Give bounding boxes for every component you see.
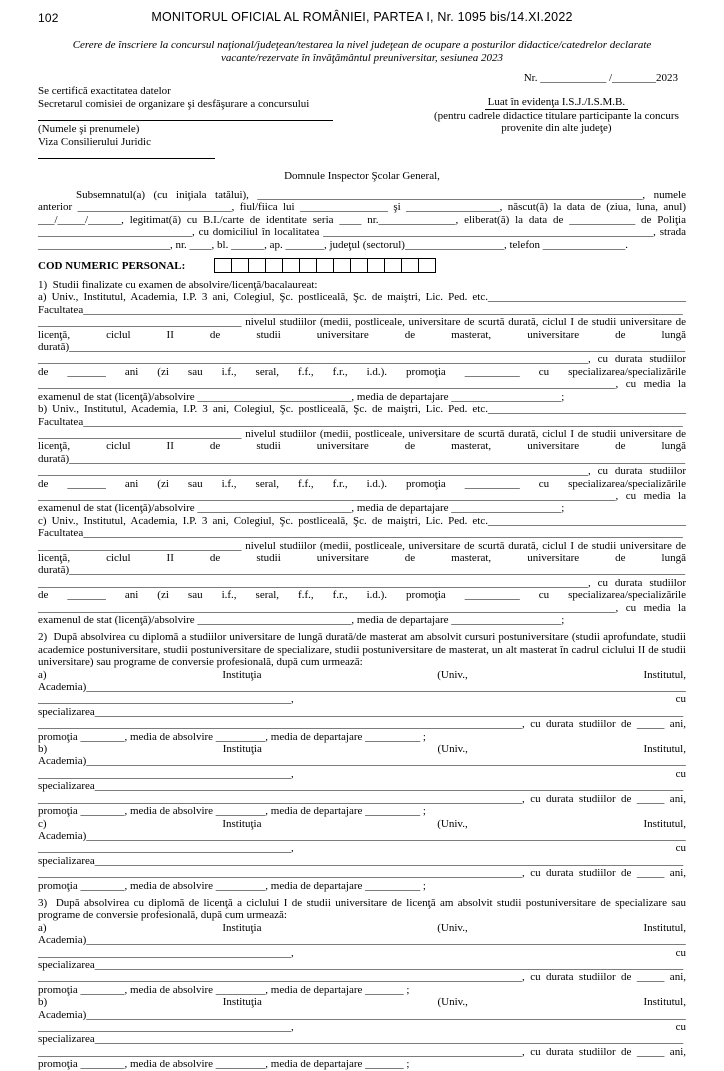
legal-visa-label: Viza Consilierului Juridic: [38, 135, 151, 148]
certification-block: [38, 85, 343, 161]
certification-line1: Se certifică exactitatea datelor: [38, 85, 171, 97]
name-caption: (Numele şi prenumele): [38, 123, 140, 135]
cnp-digit-box: [248, 258, 266, 273]
registry-title: Luat în evidenţa I.S.J./I.S.M.B.: [485, 96, 629, 110]
cnp-digit-box: [384, 258, 402, 273]
cnp-digit-box: [401, 258, 419, 273]
legal-visa-signature-line: [38, 148, 215, 159]
section2-item-b: b) Instituţia (Univ., Institutul, Academia)___________________________________________________________________________________________________________________________________________________________, cu specializarea___________________________________________________________________________________________________________________________________________________________________________________________________, cu durata studiilor de _____ ani, promoţia ________, media de absolvire _________, media de departajare __________ ;: [38, 743, 686, 818]
cnp-digit-boxes: [215, 258, 436, 273]
section1-heading: 1) Studii finalizate cu examen de absolvire/licenţă/bacalaureat:: [38, 279, 318, 292]
cnp-digit-box: [367, 258, 385, 273]
section1-item-c: c) Univ., Institutul, Academia, I.P. 3 ani, Colegiul, Şc. postliceală, Şc. de maiştri, Lic. Ped. etc.____________________________________ Facultatea__________________________________________________________________________________________________________________________________________________ nivelul studiilor (medii, postliceale, universitare de scurtă durată, ciclul I de studii universitare de licenţă, ciclul II de studii universitare de masterat, universitare de lungă durată)____________________________________________________________________________________________________________________________________________________________________________________________________________________, cu durata studiilor de _______ ani (zi sau i.f., seral, f.f., f.r., i.d.). promoţia __________ cu specializarea/specializările _________________________________________________________________________________________________________, cu media la examenul de stat (licenţă)/absolvire ____________________________, media de departajare ____________________;: [38, 514, 686, 626]
section3-heading: 3) După absolvirea cu diplomă de licenţă a ciclului I de studii universitare de licenţă am absolvit studii postuniversitare de specializare sau programe de conversie profesională, după cum urmează:: [38, 896, 686, 922]
section1-item-a: a) Univ., Institutul, Academia, I.P. 3 ani, Colegiul, Şc. postliceală, Şc. de maiştri, Lic. Ped. etc.____________________________________ Facultatea__________________________________________________________________________________________________________________________________________________ nivelul studiilor (medii, postliceale, universitare de scurtă durată, ciclul I de studii universitare de licenţă, ciclul II de studii universitare de masterat, universitare de lungă durată)____________________________________________________________________________________________________________________________________________________________________________________________________________________, cu durata studiilor de _______ ani (zi sau i.f., seral, f.f., f.r., i.d.). promoţia __________ cu specializarea/specializările _________________________________________________________________________________________________________, cu media la examenul de stat (licenţă)/absolvire ____________________________, media de departajare ____________________;: [38, 291, 686, 403]
registry-block: [427, 85, 686, 161]
page-number: 102: [38, 11, 59, 25]
section2-item-a: a) Instituţia (Univ., Institutul, Academia)___________________________________________________________________________________________________________________________________________________________, cu specializarea___________________________________________________________________________________________________________________________________________________________________________________________________, cu durata studiilor de _____ ani, promoţia ________, media de absolvire _________, media de departajare __________ ;: [38, 668, 686, 743]
cnp-digit-box: [265, 258, 283, 273]
registry-note-line2: provenite din alte judeţe): [501, 122, 612, 134]
cnp-row: [38, 258, 686, 273]
section3-item-a: a) Instituţia (Univ., Institutul, Academia)___________________________________________________________________________________________________________________________________________________________, cu specializarea___________________________________________________________________________________________________________________________________________________________________________________________________, cu durata studiilor de _____ ani, promoţia ________, media de absolvire _________, media de departajare _______ ;: [38, 921, 686, 996]
cnp-digit-box: [214, 258, 232, 273]
cnp-digit-box: [350, 258, 368, 273]
cnp-digit-box: [333, 258, 351, 273]
cnp-digit-box: [316, 258, 334, 273]
gazette-title: MONITORUL OFICIAL AL ROMÂNIEI, PARTEA I, Nr. 1095 bis/14.XI.2022: [151, 10, 573, 24]
section3-item-b: b) Instituţia (Univ., Institutul, Academia)___________________________________________________________________________________________________________________________________________________________, cu specializarea___________________________________________________________________________________________________________________________________________________________________________________________________, cu durata studiilor de _____ ani, promoţia ________, media de absolvire _________, media de departajare _______ ;: [38, 996, 686, 1071]
cnp-digit-box: [231, 258, 249, 273]
certification-line2: Secretarul comisiei de organizare şi desfăşurare a concursului: [38, 97, 310, 110]
salutation: Domnule Inspector Şcolar General,: [284, 170, 440, 182]
certification-row: [38, 85, 686, 161]
cnp-digit-box: [282, 258, 300, 273]
section1-item-b: b) Univ., Institutul, Academia, I.P. 3 ani, Colegiul, Şc. postliceală, Şc. de maiştri, Lic. Ped. etc.____________________________________ Facultatea__________________________________________________________________________________________________________________________________________________ nivelul studiilor (medii, postliceale, universitare de scurtă durată, ciclul I de studii universitare de licenţă, ciclul II de studii universitare de masterat, universitare de lungă durată)____________________________________________________________________________________________________________________________________________________________________________________________________________________, cu durata studiilor de _______ ani (zi sau i.f., seral, f.f., f.r., i.d.). promoţia __________ cu specializarea/specializările _________________________________________________________________________________________________________, cu media la examenul de stat (licenţă)/absolvire ____________________________, media de departajare ____________________;: [38, 403, 686, 515]
cnp-digit-box: [299, 258, 317, 273]
section2-heading: 2) După absolvirea cu diplomă a studiilor universitare de lungă durată/de masterat am absolvit cursuri postuniversitare (studii aprofundate, studii academice postuniversitare, studii postuniversitare de specializare, studii postuniversitare de masterat, un alt masterat în cadrul ciclului II de studii universitare) sau programe de conversie profesională, după cum urmează:: [38, 631, 686, 669]
cnp-digit-box: [418, 258, 436, 273]
form-title: Cerere de înscriere la concursul naţional/judeţean/testarea la nivel judeţean de ocupare a posturilor didactice/catedrelor declarate vacante/rezervate în învăţământul preuniversitar, sesiunea 2023: [72, 39, 652, 64]
registry-note-line1: (pentru cadrele didactice titulare participante la concurs: [433, 110, 679, 122]
applicant-details-paragraph: Subsemnatul(a) (cu iniţiala tatălui), ______________________________________________________________________, numele anterior ____________________________, fiul/fiica lui ________________ şi _________________, născut(ă) la data de (ziua, luna, anul) ___/_____/______, legitimat(ă) cu B.I./carte de identitate seria ____ nr.______________, eliberat(ă) la data de ____________ de Poliţia ____________________________, cu domiciliul în localitatea ____________________________________________________________, strada ________________________, nr. ____, bl. ______, ap. _______, judeţul (sectorul)__________________, telefon _______________.: [38, 189, 686, 251]
registration-number-line: Nr. ____________ /________2023: [523, 72, 678, 84]
section2-item-c: c) Instituţia (Univ., Institutul, Academia)___________________________________________________________________________________________________________________________________________________________, cu specializarea___________________________________________________________________________________________________________________________________________________________________________________________________, cu durata studiilor de _____ ani, promoţia ________, media de absolvire _________, media de departajare __________ ;: [38, 817, 686, 892]
page-header: [38, 10, 686, 24]
cnp-label: COD NUMERIC PERSONAL:: [38, 259, 186, 272]
secretary-signature-line: [38, 110, 333, 121]
